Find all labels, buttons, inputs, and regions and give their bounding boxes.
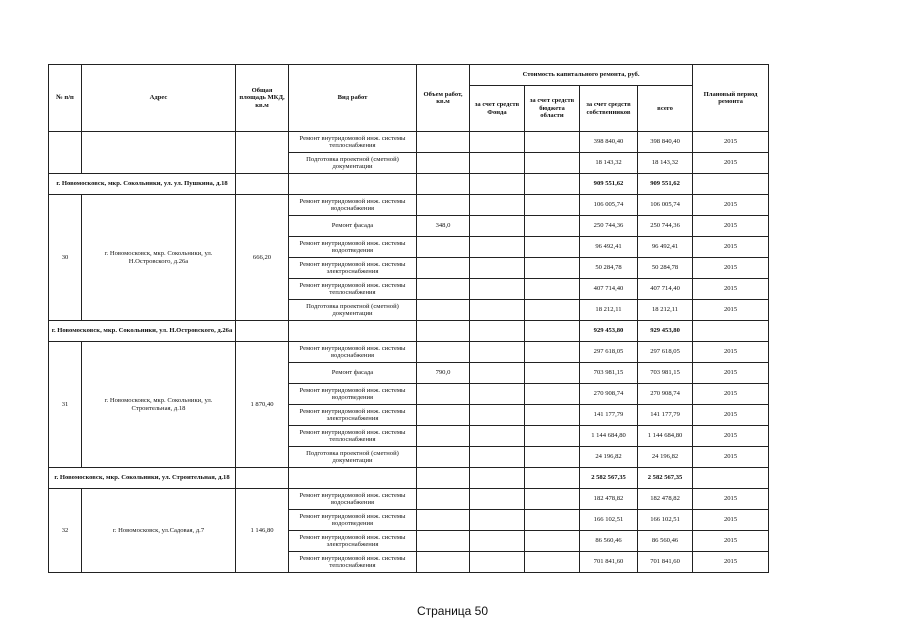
budget-cell: [525, 468, 580, 489]
subtotal-total: 929 453,80: [638, 321, 693, 342]
total-cell: 270 908,74: [638, 384, 693, 405]
fund-cell: [470, 489, 525, 510]
year-cell: 2015: [693, 531, 769, 552]
fund-cell: [470, 258, 525, 279]
total-cell: 106 005,74: [638, 195, 693, 216]
owners-cell: 96 492,41: [580, 237, 638, 258]
budget-cell: [525, 195, 580, 216]
col-header-num: № п/п: [49, 65, 82, 132]
owners-cell: 398 840,40: [580, 132, 638, 153]
fund-cell: [470, 552, 525, 573]
area-cell: 1 146,80: [236, 489, 289, 573]
address-cell: г. Новомосковск, мкр. Сокольники, ул. Строительная, д.18: [82, 342, 236, 468]
owners-cell: 18 212,11: [580, 300, 638, 321]
fund-cell: [470, 237, 525, 258]
subtotal-total: 909 551,62: [638, 174, 693, 195]
owners-cell: 701 841,60: [580, 552, 638, 573]
budget-cell: [525, 447, 580, 468]
owners-cell: 270 908,74: [580, 384, 638, 405]
volume-cell: [417, 174, 470, 195]
work-cell: Ремонт фасада: [289, 363, 417, 384]
col-header-owners: за счет средств собственников: [580, 86, 638, 132]
volume-cell: [417, 258, 470, 279]
owners-cell: 141 177,79: [580, 405, 638, 426]
budget-cell: [525, 510, 580, 531]
year-cell: 2015: [693, 405, 769, 426]
subtotal-row: [49, 321, 769, 342]
owners-cell: 166 102,51: [580, 510, 638, 531]
budget-cell: [525, 531, 580, 552]
year-cell: 2015: [693, 132, 769, 153]
total-cell: 701 841,60: [638, 552, 693, 573]
num-cell: 32: [49, 489, 82, 573]
year-cell: 2015: [693, 237, 769, 258]
fund-cell: [470, 531, 525, 552]
subtotal-row: [49, 468, 769, 489]
work-cell: Подготовка проектной (сметной) документации: [289, 153, 417, 174]
work-cell: Ремонт внутридомовой инж. системы электроснабжения: [289, 405, 417, 426]
area-cell: [236, 132, 289, 174]
year-cell: 2015: [693, 153, 769, 174]
volume-cell: [417, 342, 470, 363]
total-cell: 297 618,05: [638, 342, 693, 363]
owners-cell: 407 714,40: [580, 279, 638, 300]
budget-cell: [525, 174, 580, 195]
work-cell: Ремонт внутридомовой инж. системы теплоснабжения: [289, 279, 417, 300]
year-cell: [693, 321, 769, 342]
fund-cell: [470, 447, 525, 468]
subtotal-total: 2 582 567,35: [638, 468, 693, 489]
fund-cell: [470, 195, 525, 216]
owners-cell: 703 981,15: [580, 363, 638, 384]
work-cell: [289, 321, 417, 342]
area-cell: [236, 468, 289, 489]
col-header-address: Адрес: [82, 65, 236, 132]
work-cell: Ремонт внутридомовой инж. системы водоотведения: [289, 510, 417, 531]
volume-cell: [417, 552, 470, 573]
col-header-budget: за счет средств бюджета области: [525, 86, 580, 132]
owners-cell: 297 618,05: [580, 342, 638, 363]
total-cell: 50 284,78: [638, 258, 693, 279]
col-header-area: Общая площадь МКД, кв.м: [236, 65, 289, 132]
year-cell: 2015: [693, 384, 769, 405]
total-cell: 18 143,32: [638, 153, 693, 174]
address-cell: [82, 132, 236, 174]
work-cell: [289, 174, 417, 195]
subtotal-address: г. Новомосковск, мкр. Сокольники, ул. ул. Пушкина, д.18: [49, 174, 236, 195]
budget-cell: [525, 132, 580, 153]
total-cell: 141 177,79: [638, 405, 693, 426]
total-cell: 407 714,40: [638, 279, 693, 300]
volume-cell: [417, 426, 470, 447]
fund-cell: [470, 342, 525, 363]
subtotal-owners: 2 582 567,35: [580, 468, 638, 489]
year-cell: [693, 174, 769, 195]
budget-cell: [525, 363, 580, 384]
volume-cell: [417, 300, 470, 321]
year-cell: 2015: [693, 447, 769, 468]
fund-cell: [470, 174, 525, 195]
volume-cell: [417, 237, 470, 258]
owners-cell: 1 144 684,80: [580, 426, 638, 447]
fund-cell: [470, 153, 525, 174]
year-cell: 2015: [693, 363, 769, 384]
total-cell: 86 560,46: [638, 531, 693, 552]
fund-cell: [470, 300, 525, 321]
total-cell: 18 212,11: [638, 300, 693, 321]
table-row: [49, 195, 769, 216]
area-cell: [236, 174, 289, 195]
table-row: [49, 132, 769, 153]
budget-cell: [525, 216, 580, 237]
year-cell: 2015: [693, 342, 769, 363]
volume-cell: [417, 489, 470, 510]
work-cell: Ремонт внутридомовой инж. системы водоснабжения: [289, 342, 417, 363]
owners-cell: 24 196,82: [580, 447, 638, 468]
repair-plan-table: [48, 64, 769, 573]
volume-cell: [417, 468, 470, 489]
year-cell: 2015: [693, 279, 769, 300]
num-cell: [49, 132, 82, 174]
year-cell: [693, 468, 769, 489]
work-cell: Ремонт внутридомовой инж. системы водоотведения: [289, 237, 417, 258]
volume-cell: [417, 510, 470, 531]
budget-cell: [525, 237, 580, 258]
budget-cell: [525, 321, 580, 342]
subtotal-owners: 909 551,62: [580, 174, 638, 195]
total-cell: 182 478,82: [638, 489, 693, 510]
fund-cell: [470, 132, 525, 153]
subtotal-owners: 929 453,80: [580, 321, 638, 342]
subtotal-row: [49, 174, 769, 195]
budget-cell: [525, 384, 580, 405]
fund-cell: [470, 468, 525, 489]
col-header-cost-group: Стоимость капитального ремонта, руб.: [470, 65, 693, 86]
header-row-1: [49, 65, 769, 86]
num-cell: 31: [49, 342, 82, 468]
year-cell: 2015: [693, 216, 769, 237]
col-header-total: всего: [638, 86, 693, 132]
volume-cell: [417, 153, 470, 174]
total-cell: 703 981,15: [638, 363, 693, 384]
total-cell: 24 196,82: [638, 447, 693, 468]
year-cell: 2015: [693, 510, 769, 531]
year-cell: 2015: [693, 195, 769, 216]
volume-cell: [417, 195, 470, 216]
num-cell: 30: [49, 195, 82, 321]
owners-cell: 106 005,74: [580, 195, 638, 216]
groups-body: [49, 195, 769, 573]
fund-cell: [470, 321, 525, 342]
total-cell: 166 102,51: [638, 510, 693, 531]
fund-cell: [470, 426, 525, 447]
address-cell: г. Новомосковск, ул.Садовая, д.7: [82, 489, 236, 573]
address-cell: г. Новомосковск, мкр. Сокольники, ул. Н.Островского, д.26а: [82, 195, 236, 321]
fund-cell: [470, 363, 525, 384]
work-cell: Ремонт внутридомовой инж. системы водоснабжения: [289, 489, 417, 510]
work-cell: Подготовка проектной (сметной) документации: [289, 300, 417, 321]
work-cell: Ремонт внутридомовой инж. системы электроснабжения: [289, 258, 417, 279]
owners-cell: 86 560,46: [580, 531, 638, 552]
col-header-work: Вид работ: [289, 65, 417, 132]
owners-cell: 50 284,78: [580, 258, 638, 279]
work-cell: Ремонт фасада: [289, 216, 417, 237]
total-cell: 250 744,36: [638, 216, 693, 237]
year-cell: 2015: [693, 258, 769, 279]
subtotal-address: г. Новомосковск, мкр. Сокольники, ул. Н.Островского, д.26а: [49, 321, 236, 342]
fund-cell: [470, 405, 525, 426]
work-cell: Ремонт внутридомовой инж. системы теплоснабжения: [289, 552, 417, 573]
volume-cell: 348,0: [417, 216, 470, 237]
page-number: Страница 50: [416, 604, 489, 618]
volume-cell: [417, 279, 470, 300]
year-cell: 2015: [693, 300, 769, 321]
budget-cell: [525, 489, 580, 510]
year-cell: 2015: [693, 489, 769, 510]
volume-cell: [417, 321, 470, 342]
table-row: [49, 342, 769, 363]
budget-cell: [525, 258, 580, 279]
owners-cell: 182 478,82: [580, 489, 638, 510]
budget-cell: [525, 426, 580, 447]
fund-cell: [470, 216, 525, 237]
fund-cell: [470, 279, 525, 300]
area-cell: 1 870,40: [236, 342, 289, 468]
year-cell: 2015: [693, 426, 769, 447]
work-cell: Ремонт внутридомовой инж. системы водоотведения: [289, 384, 417, 405]
volume-cell: [417, 132, 470, 153]
col-header-volume: Объем работ, кв.м: [417, 65, 470, 132]
budget-cell: [525, 300, 580, 321]
volume-cell: 790,0: [417, 363, 470, 384]
work-cell: Подготовка проектной (сметной) документации: [289, 447, 417, 468]
budget-cell: [525, 552, 580, 573]
col-header-period: Плановый период ремонта: [693, 65, 769, 132]
total-cell: 398 840,40: [638, 132, 693, 153]
work-cell: Ремонт внутридомовой инж. системы электроснабжения: [289, 531, 417, 552]
year-cell: 2015: [693, 552, 769, 573]
fund-cell: [470, 384, 525, 405]
owners-cell: 18 143,32: [580, 153, 638, 174]
area-cell: [236, 321, 289, 342]
owners-cell: 250 744,36: [580, 216, 638, 237]
work-cell: Ремонт внутридомовой инж. системы водоснабжения: [289, 195, 417, 216]
table-row: [49, 489, 769, 510]
budget-cell: [525, 342, 580, 363]
volume-cell: [417, 384, 470, 405]
budget-cell: [525, 405, 580, 426]
fund-cell: [470, 510, 525, 531]
work-cell: [289, 468, 417, 489]
work-cell: Ремонт внутридомовой инж. системы теплоснабжения: [289, 132, 417, 153]
area-cell: 666,20: [236, 195, 289, 321]
col-header-fund: за счет средств Фонда: [470, 86, 525, 132]
volume-cell: [417, 531, 470, 552]
volume-cell: [417, 405, 470, 426]
total-cell: 96 492,41: [638, 237, 693, 258]
budget-cell: [525, 279, 580, 300]
volume-cell: [417, 447, 470, 468]
work-cell: Ремонт внутридомовой инж. системы теплоснабжения: [289, 426, 417, 447]
subtotal-address: г. Новомосковск, мкр. Сокольники, ул. Строительная, д.18: [49, 468, 236, 489]
budget-cell: [525, 153, 580, 174]
total-cell: 1 144 684,80: [638, 426, 693, 447]
